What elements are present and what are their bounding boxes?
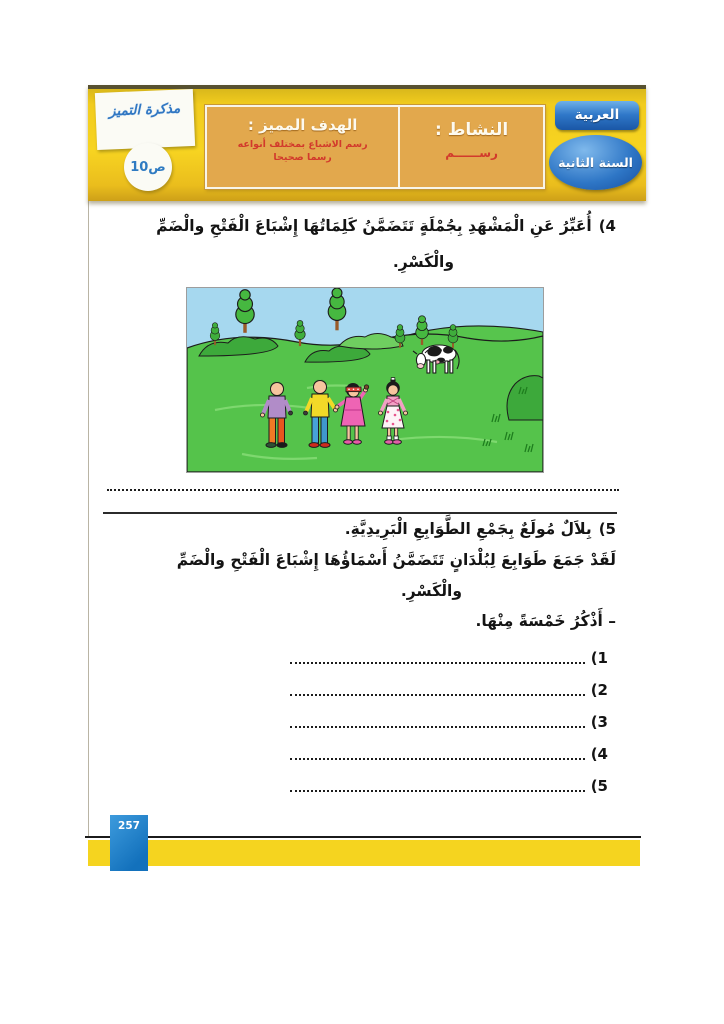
answer-item-2 <box>290 678 608 699</box>
exercise-5-text-1: بِلاَلٌ مُولَعٌ بِجَمْعِ الطَّوَابِعِ الْبَرِيدِيَّةِ. <box>344 520 592 538</box>
answer-item-5-dots <box>290 774 585 792</box>
exercise-5-marker: (5 <box>598 520 616 538</box>
page-scan-edge <box>88 192 89 838</box>
notebook-title: مذكرة التميز <box>108 100 181 120</box>
exercise-5-line-2: لَقَدْ جَمَعَ طَوَابِعَ لِبُلْدَانٍ تَتَضَمَّنُ أَسْمَاؤُهَا إِشْبَاعَ الْفَتْحِ والْضَمِّ <box>176 551 616 569</box>
exercise-5-instruction: – أَذْكُرُ خَمْسَةً مِنْهَا. <box>475 612 616 630</box>
answer-item-4 <box>290 742 608 763</box>
exercise-4-marker: (4 <box>598 217 616 235</box>
meadow-scene-drawing <box>187 288 543 472</box>
activity-cell <box>400 107 543 187</box>
bottom-rule <box>85 836 641 838</box>
answer-item-1-marker: (1 <box>590 649 608 667</box>
grade-badge: السنة الثانية <box>549 135 642 190</box>
exercise-4-line-1 <box>156 214 616 240</box>
answer-item-1-dots <box>290 646 585 664</box>
exercise-4-text: أُعَبِّرُ عَنِ الْمَشْهَدِ بِجُمْلَةٍ تَتَضَمَّنُ كَلِمَاتُهَا إِشْبَاعَ الْفَتْحِ والْضَمِّ <box>156 217 592 235</box>
header-band <box>88 85 646 201</box>
answer-item-3-marker: (3 <box>590 713 608 731</box>
meadow-scene-illustration <box>186 287 544 473</box>
activity-label: النشاط : <box>434 120 509 140</box>
goal-cell <box>207 107 400 187</box>
answer-item-2-marker: (2 <box>590 681 608 699</box>
goal-subtitle-2: رسما صحيحا <box>273 152 332 163</box>
goal-subtitle-1: رسم الاشباع بمختلف أنواعه <box>237 139 368 150</box>
answer-item-5-marker: (5 <box>590 777 608 795</box>
answer-item-5 <box>290 774 608 795</box>
goal-activity-box <box>205 105 545 189</box>
page-number-tab <box>110 815 148 871</box>
notebook-tab <box>95 89 195 150</box>
page-ref-circle <box>124 143 172 191</box>
page-ref: ص10 <box>130 159 166 175</box>
answer-item-4-dots <box>290 742 585 760</box>
section-divider <box>103 512 617 514</box>
exercise-4-answer-dotted-line <box>107 477 619 491</box>
answer-item-3-dots <box>290 710 585 728</box>
activity-value: رســــــم <box>445 146 498 160</box>
exercise-5-line-1 <box>345 517 616 543</box>
answer-item-1 <box>290 646 608 667</box>
bottom-band <box>88 840 640 866</box>
subject-badge: العربية <box>555 101 639 130</box>
answer-item-2-dots <box>290 678 585 696</box>
answer-item-4-marker: (4 <box>590 745 608 763</box>
exercise-5-line-3: والْكَسْرِ. <box>400 582 462 600</box>
answer-item-3 <box>290 710 608 731</box>
goal-label: الهدف المميز : <box>247 116 358 134</box>
exercise-4-line-2: والْكَسْرِ. <box>392 253 454 271</box>
page-number: 257 <box>118 820 140 832</box>
